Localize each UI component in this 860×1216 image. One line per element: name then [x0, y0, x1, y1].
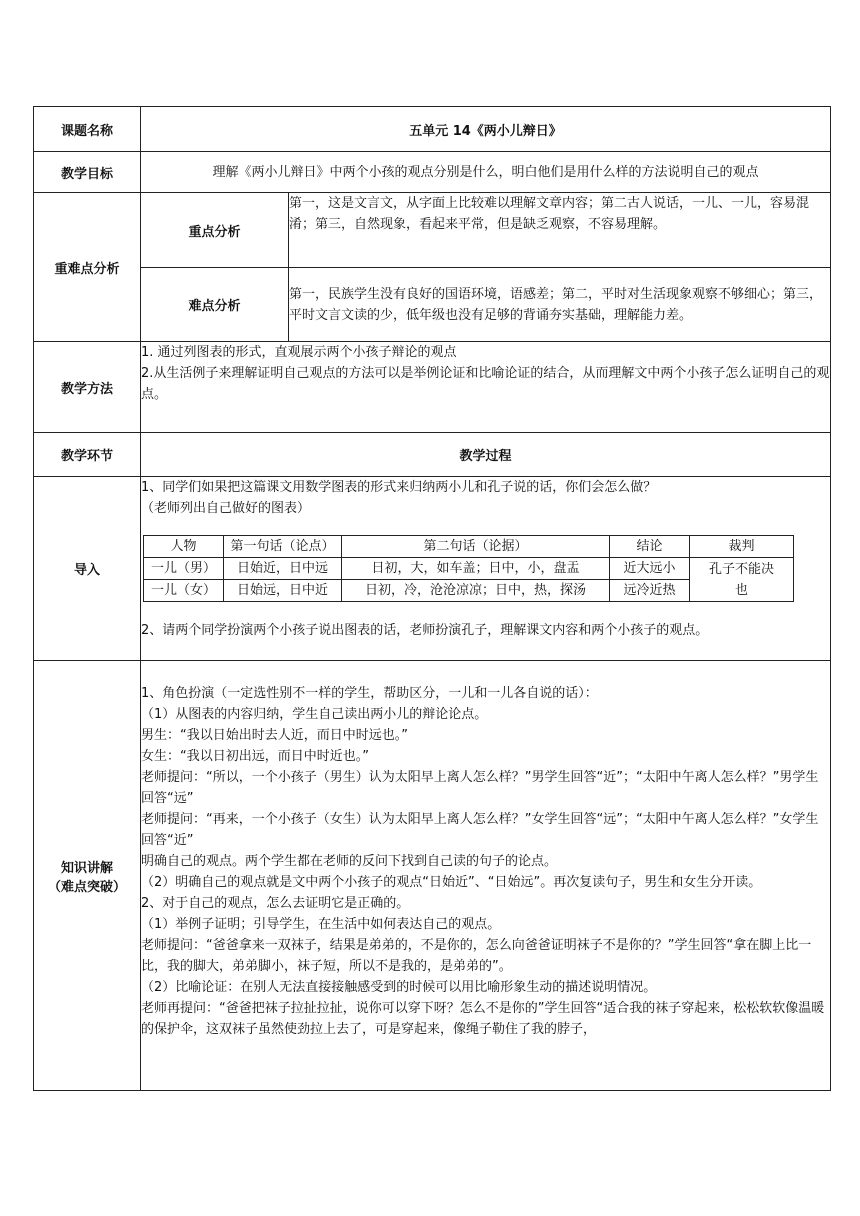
goal-label: 教学目标	[34, 152, 141, 193]
debate-chart-header	[144, 536, 794, 558]
knowledge-label	[34, 661, 141, 1091]
method-label: 教学方法	[34, 342, 141, 433]
goal-value: 理解《两小儿辩日》中两个小孩的观点分别是什么，明白他们是用什么样的方法说明自己的观点	[141, 152, 831, 193]
knowledge-line: 明确自己的观点。两个学生都在老师的反问下找到自己读的句子的论点。	[141, 854, 558, 869]
row1-person: 一儿（男）	[144, 558, 224, 580]
topic-row	[34, 107, 831, 152]
method-content	[141, 342, 831, 433]
knowledge-line: 老师提问：“再来，一个小孩子（女生）认为太阳早上离人怎么样？”女学生回答“远”；“太阳中午离人怎么样？”女学生回答“近”	[141, 812, 819, 848]
goal-row	[34, 152, 831, 193]
knowledge-label-sub: （难点突破）	[47, 879, 126, 895]
topic-value: 五单元 14《两小儿辩日》	[141, 107, 831, 152]
knowledge-line: 1、角色扮演（一定选性别不一样的学生，帮助区分，一儿和一儿各自说的话）：	[141, 686, 598, 701]
row1-conclusion: 近大远小	[610, 558, 690, 580]
knowledge-line: 2、对于自己的观点，怎么去证明它是正确的。	[141, 896, 410, 911]
knowledge-line: 男生：“我以日始出时去人近，而日中时远也。”	[141, 728, 408, 743]
header-second-sentence: 第二句话（论据）	[342, 536, 610, 558]
method-line-2: 2.从生活例子来理解证明自己观点的方法可以是举例论证和比喻论证的结合，从而理解文中两个小孩子怎么证明自己的观点。	[141, 366, 830, 402]
intro-line-3: 2、请两个同学扮演两个小孩子说出图表的话，老师扮演孔子，理解课文内容和两个小孩子的观点。	[141, 623, 709, 638]
debate-chart-row	[144, 558, 794, 580]
header-conclusion: 结论	[610, 536, 690, 558]
intro-line-1: 1、同学们如果把这篇课文用数学图表的形式来归纳两小儿和孔子说的话，你们会怎么做？	[141, 480, 657, 495]
knowledge-line: 老师提问：“爸爸拿来一双袜子，结果是弟弟的，不是你的，怎么向爸爸证明袜子不是你的？”学生回答“拿在脚上比一比，我的脚大，弟弟脚小，袜子短，所以不是我的，是弟弟的”。	[141, 938, 812, 974]
judge-cell: 孔子不能决也	[690, 558, 794, 602]
difficulty-label: 重难点分析	[34, 193, 141, 342]
intro-row	[34, 477, 831, 661]
knowledge-line: （2）明确自己的观点就是文中两个小孩子的观点“日始近”、“日始远”。再次复读句子，男生和女生分开读。	[141, 875, 762, 890]
stage-value: 教学过程	[141, 433, 831, 477]
row1-evidence: 日初，大，如车盖；日中，小，盘盂	[342, 558, 610, 580]
intro-content	[141, 477, 831, 661]
lesson-plan-table	[33, 106, 831, 1091]
stage-row	[34, 433, 831, 477]
header-first-sentence: 第一句话（论点）	[224, 536, 342, 558]
stage-label: 教学环节	[34, 433, 141, 477]
knowledge-line: （2）比喻论证：在别人无法直接接触感受到的时候可以用比喻形象生动的描述说明情况。	[141, 980, 657, 995]
hard-analysis-text: 第一，民族学生没有良好的国语环境，语感差；第二，平时对生活现象观察不够细心；第三，平时文言文读的少，低年级也没有足够的背诵夯实基础，理解能力差。	[289, 268, 831, 342]
hard-analysis-label: 难点分析	[141, 268, 289, 342]
method-row	[34, 342, 831, 433]
knowledge-line: 老师再提问：“爸爸把袜子拉扯拉扯，说你可以穿下呀？怎么不是你的”学生回答“适合我的袜子穿起来，松松软软像温暖的保护伞，这双袜子虽然使劲拉上去了，可是穿起来，像绳子勒住了我的脖子，	[141, 1001, 825, 1037]
topic-label: 课题名称	[34, 107, 141, 152]
key-analysis-label: 重点分析	[141, 193, 289, 268]
row2-conclusion: 远冷近热	[610, 580, 690, 602]
knowledge-line: （1）从图表的内容归纳，学生自己读出两小儿的辩论论点。	[141, 707, 488, 722]
row2-person: 一儿（女）	[144, 580, 224, 602]
intro-line-2: （老师列出自己做好的图表）	[141, 501, 311, 516]
key-analysis-text: 第一，这是文言文，从字面上比较难以理解文章内容；第二古人说话，一儿、一儿，容易混淆；第三，自然现象，看起来平常，但是缺乏观察，不容易理解。	[289, 193, 831, 268]
knowledge-content	[141, 661, 831, 1091]
method-line-1: 1. 通过列图表的形式，直观展示两个小孩子辩论的观点	[141, 345, 457, 360]
intro-label: 导入	[34, 477, 141, 661]
knowledge-label-main: 知识讲解	[60, 860, 113, 876]
knowledge-line: 女生：“我以日初出远，而日中时近也。”	[141, 749, 369, 764]
row1-claim: 日始近，日中远	[224, 558, 342, 580]
knowledge-row	[34, 661, 831, 1091]
key-analysis-row	[34, 193, 831, 268]
knowledge-line: 老师提问：“所以，一个小孩子（男生）认为太阳早上离人怎么样？”男学生回答“近”；“太阳中午离人怎么样？”男学生回答“远”	[141, 770, 819, 806]
row2-claim: 日始远，日中近	[224, 580, 342, 602]
header-person: 人物	[144, 536, 224, 558]
hard-analysis-row	[34, 268, 831, 342]
knowledge-line: （1）举例子证明；引导学生，在生活中如何表达自己的观点。	[141, 917, 501, 932]
row2-evidence: 日初，冷，沧沧凉凉；日中，热，探汤	[342, 580, 610, 602]
header-judge: 裁判	[690, 536, 794, 558]
debate-chart-table	[143, 535, 794, 602]
